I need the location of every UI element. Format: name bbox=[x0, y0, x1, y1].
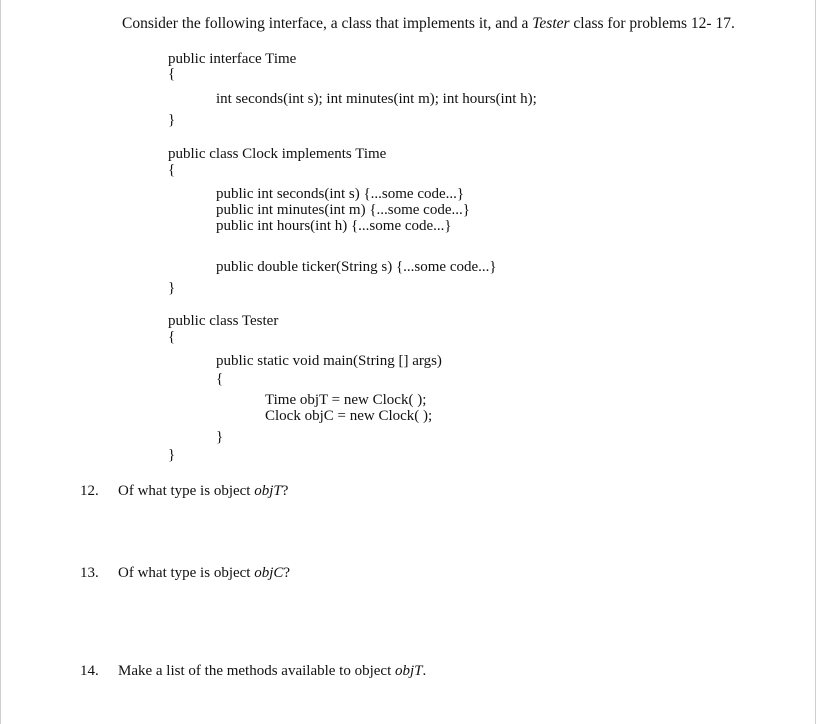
code-main-close: } bbox=[216, 429, 224, 445]
code-clock-m2: public int minutes(int m) {...some code...} bbox=[216, 202, 470, 218]
code-tester-decl: public class Tester bbox=[168, 313, 279, 329]
code-time-open: { bbox=[168, 66, 176, 82]
code-time-close: } bbox=[168, 112, 176, 128]
question-italic: objT bbox=[395, 663, 423, 679]
code-tester-open: { bbox=[168, 329, 176, 345]
code-clock-open: { bbox=[168, 162, 176, 178]
question-italic: objC bbox=[254, 565, 284, 581]
question-number: 13. bbox=[80, 565, 99, 581]
code-clock-decl: public class Clock implements Time bbox=[168, 146, 387, 162]
question-end: ? bbox=[281, 483, 289, 499]
code-tester-close: } bbox=[168, 447, 176, 463]
question-number: 12. bbox=[80, 483, 99, 499]
code-main-decl: public static void main(String [] args) bbox=[216, 353, 442, 369]
code-clock-m3: public int hours(int h) {...some code...} bbox=[216, 218, 452, 234]
question-text: Of what type is object bbox=[118, 565, 255, 581]
code-main-l2: Clock objC = new Clock( ); bbox=[265, 408, 433, 424]
code-clock-m1: public int seconds(int s) {...some code...} bbox=[216, 186, 465, 202]
code-clock-m4: public double ticker(String s) {...some code...} bbox=[216, 259, 497, 275]
intro-paragraph bbox=[122, 15, 735, 32]
question-14 bbox=[80, 663, 426, 680]
intro-text: Consider the following interface, a class that implements it, and a bbox=[122, 15, 533, 32]
code-clock-close: } bbox=[168, 280, 176, 296]
code-main-open: { bbox=[216, 371, 224, 387]
intro-italic: Tester bbox=[532, 15, 570, 32]
intro-text-end: class for problems 12- 17. bbox=[569, 15, 735, 32]
question-13 bbox=[80, 565, 290, 582]
question-text: Of what type is object bbox=[118, 483, 255, 499]
question-italic: objT bbox=[254, 483, 282, 499]
code-time-decl: public interface Time bbox=[168, 51, 297, 67]
question-end: . bbox=[422, 663, 427, 679]
question-number: 14. bbox=[80, 663, 99, 679]
question-end: ? bbox=[283, 565, 291, 581]
question-text: Make a list of the methods available to object bbox=[118, 663, 396, 679]
code-main-l1: Time objT = new Clock( ); bbox=[265, 392, 427, 408]
question-12 bbox=[80, 483, 288, 500]
code-time-body: int seconds(int s); int minutes(int m); int hours(int h); bbox=[216, 91, 537, 107]
